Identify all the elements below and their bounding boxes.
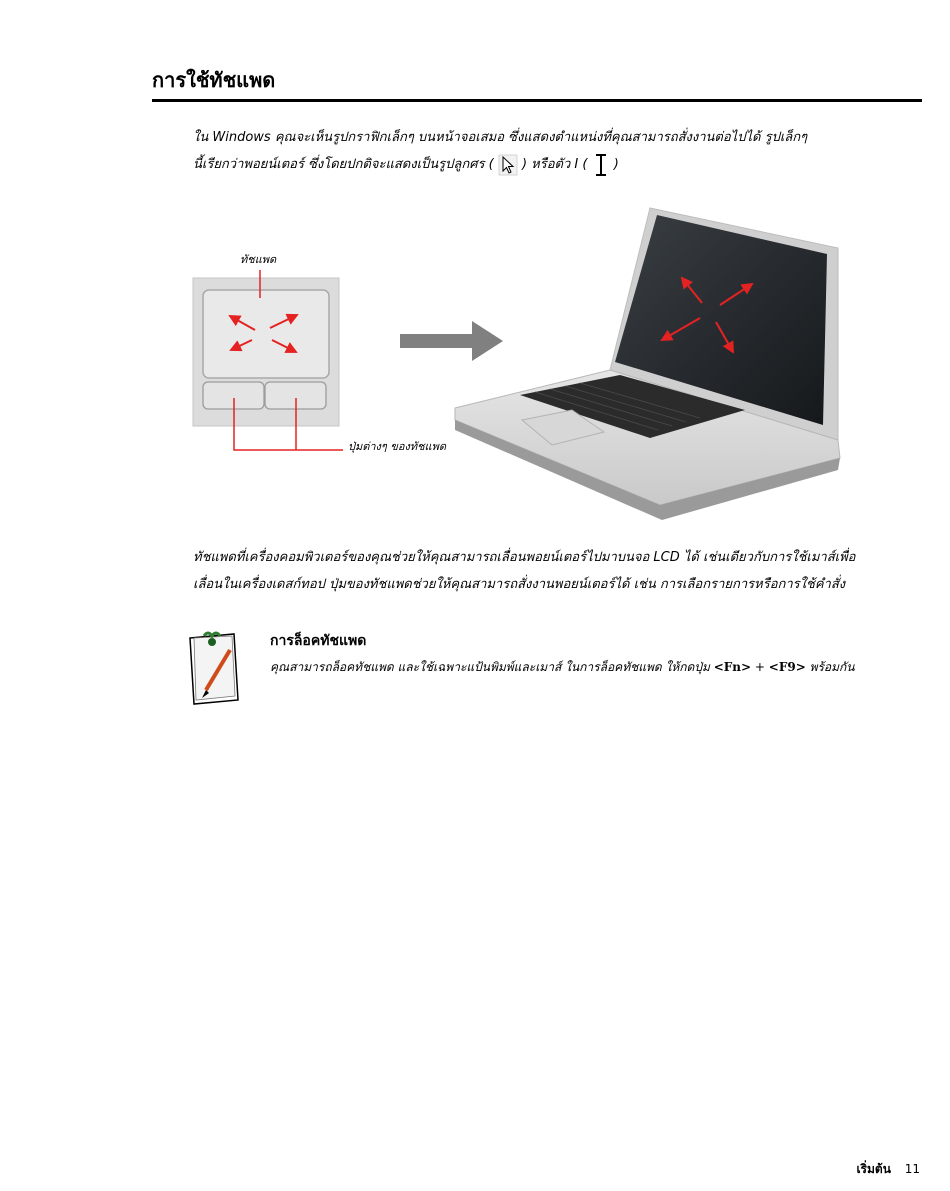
laptop-illustration [455,208,840,520]
direction-arrow [400,321,503,361]
fn-key: <Fn> [713,660,752,674]
touchpad-buttons-label: ปุ่มต่างๆ ของทัชแพด [348,440,447,453]
body-line-2: เลื่อนในเครื่องเดสก์ทอป ปุ่มของทัชแพดช่วยให้คุณสามารถสั่งงานพอยน์เตอร์ได้ เช่น การเลือกรายการหรือการใช้คำสั่ง [193,577,846,592]
intro-line-2-a: นี้เรียกว่าพอยน์เตอร์ ซึ่งโดยปกติจะแสดงเป็นรูปลูกศร ( [193,157,494,172]
page-number: 11 [904,1162,920,1176]
touchpad-figure [0,0,950,540]
intro-line-2-c: ) [613,157,619,172]
footer-section: เริ่มต้น [856,1162,891,1176]
intro-line-1: ใน Windows คุณจะเห็นรูปกราฟิกเล็กๆ บนหน้าจอเสมอ ซึ่งแสดงตำแหน่งที่คุณสามารถสั่งงานต่อไปได้ รูปเล็กๆ [193,130,808,145]
page-footer [856,1160,920,1179]
note-text-a: คุณสามารถล็อคทัชแพด และใช้เฉพาะแป้นพิมพ์และเมาส์ ในการล็อคทัชแพด ให้กดปุ่ม [270,660,710,674]
intro-line-2-b: ) หรือตัว I ( [521,157,588,172]
body-paragraph [193,544,913,598]
note-pencil-icon [186,630,242,706]
note-text-b: พร้อมกัน [809,660,855,674]
note-title: การล็อคทัชแพด [270,633,367,649]
touchpad-illustration [193,270,343,450]
page-title: การใช้ทัชแพด [152,68,276,92]
body-line-1: ทัชแพดที่เครื่องคอมพิวเตอร์ของคุณช่วยให้คุณสามารถเลื่อนพอยน์เตอร์ไปมาบนจอ LCD ได้ เช่นเดียวกับการใช้เมาส์เพื่อ [193,550,856,565]
f9-key: <F9> [768,660,806,674]
plus-sign: + [754,660,765,674]
note-text [270,658,855,677]
touchpad-label: ทัชแพด [240,253,277,266]
